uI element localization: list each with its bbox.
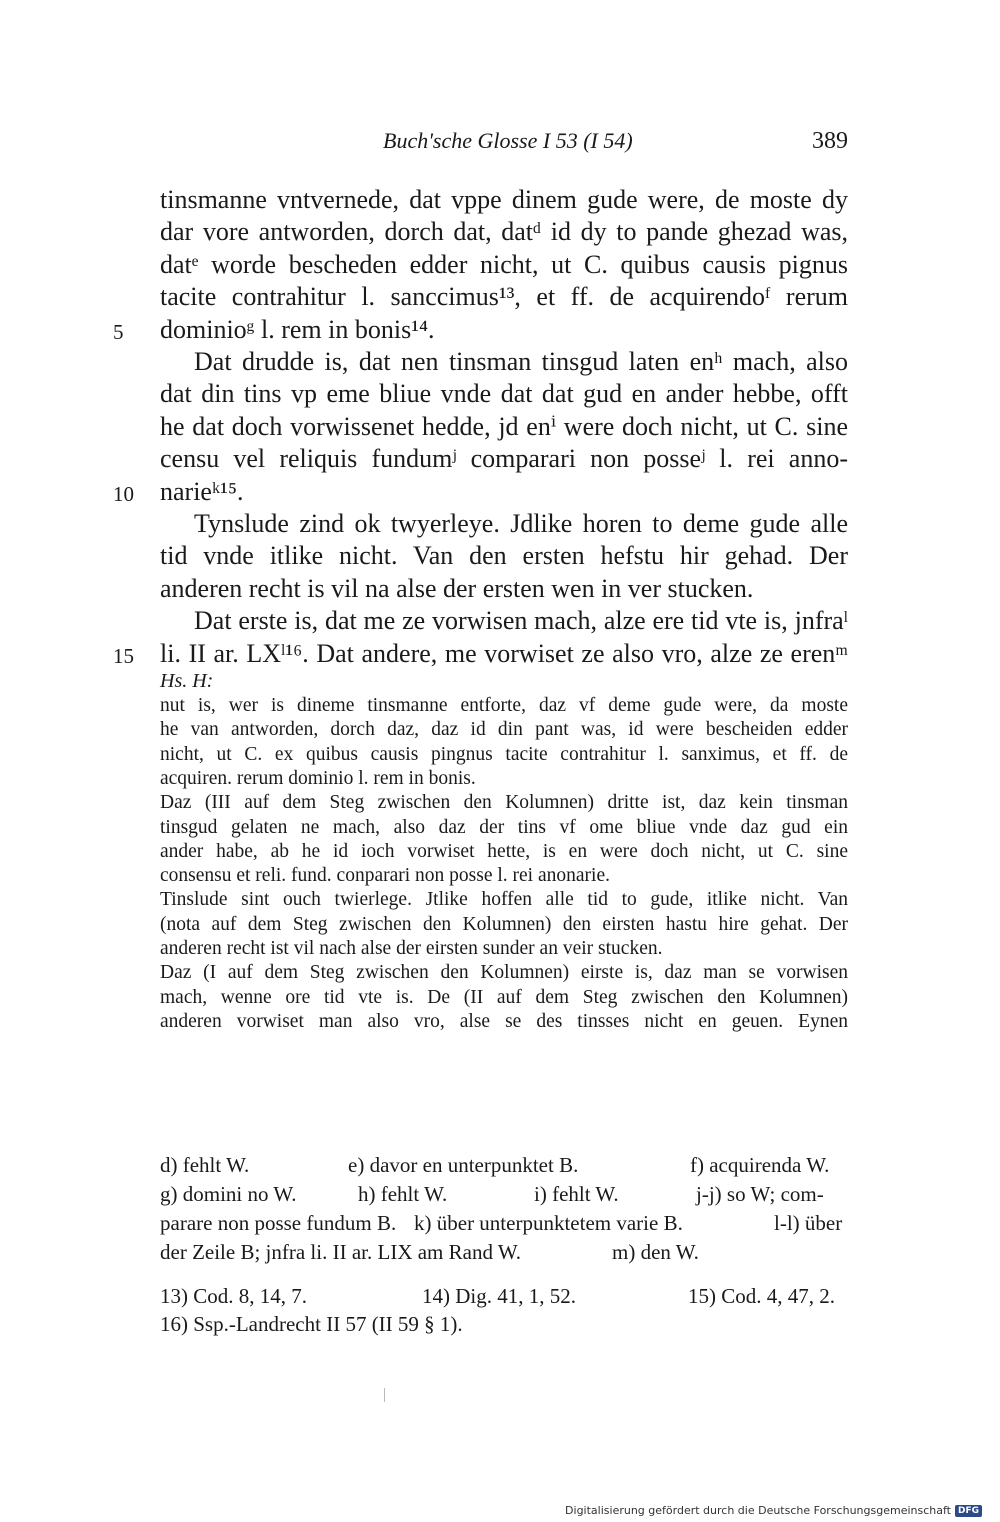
variant-line: he van antworden, dorch daz, daz id din pant was, id were bescheiden edder xyxy=(160,719,848,741)
source-note-line xyxy=(160,1283,848,1309)
apparatus-entry: i) fehlt W. xyxy=(534,1182,619,1206)
apparatus-entry: parare non posse fundum B. xyxy=(160,1211,397,1235)
running-title: Buch'sche Glosse I 53 (I 54) xyxy=(383,128,633,153)
text-line: tacite contrahitur l. sanccimus¹³, et ff. de acquirendoᶠ rerum xyxy=(160,282,848,312)
variant-line: consensu et reli. fund. conparari non posse l. rei anonarie. xyxy=(160,865,610,887)
apparatus-line xyxy=(160,1210,848,1236)
variant-line: anderen vorwiset man also vro, alse se des tinsses nicht en geuen. Eynen xyxy=(160,1010,848,1032)
apparatus-line xyxy=(160,1152,848,1178)
apparatus-entry: d) fehlt W. xyxy=(160,1153,250,1177)
variant-line: mach, wenne ore tid vte is. De (II auf dem Steg zwischen den Kolumnen) xyxy=(160,986,848,1008)
variant-label: Hs. H: xyxy=(160,670,214,692)
apparatus-entry: e) davor en unterpunktet B. xyxy=(348,1153,579,1177)
apparatus-entry: g) domini no W. xyxy=(160,1182,297,1206)
text-line: Dat erste is, dat me ze vorwisen mach, alze ere tid vte is, jnfraˡ xyxy=(194,606,848,636)
variant-line: anderen recht ist vil nach alse der eirsten sunder an veir stucken. xyxy=(160,938,663,959)
footer-text: Digitalisierung gefördert durch die Deutsche Forschungsgemeinschaft xyxy=(565,1504,951,1517)
text-line: li. II ar. LXˡ¹⁶. Dat andere, me vorwiset ze also vro, alze ze erenᵐ xyxy=(160,638,848,668)
variant-line: acquiren. rerum dominio l. rem in bonis. xyxy=(160,767,476,789)
variant-line: Daz (III auf dem Steg zwischen den Kolumnen) dritte ist, daz kein tinsman xyxy=(160,792,848,814)
apparatus-line xyxy=(160,1239,848,1265)
line-number: 15 xyxy=(113,643,134,668)
variant-line: Daz (I auf dem Steg zwischen den Kolumnen) eirste is, daz man se vorwisen xyxy=(160,962,848,984)
apparatus-entry: m) den W. xyxy=(612,1240,699,1264)
variant-line: Tinslude sint ouch twierlege. Jtlike hoffen alle tid to gude, itlike nicht. Van xyxy=(160,889,848,911)
line-number: 5 xyxy=(113,319,124,344)
apparatus-line xyxy=(160,1181,848,1207)
variant-line: nicht, ut C. ex quibus causis pingnus tacite contrahitur l. sanximus, et ff. de xyxy=(160,743,848,765)
text-line: tinsmanne vntvernede, dat vppe dinem gude were, de moste dy xyxy=(160,185,848,214)
source-note-entry: 15) Cod. 4, 47, 2. xyxy=(688,1284,835,1308)
apparatus-entry: h) fehlt W. xyxy=(358,1182,448,1206)
apparatus-entry: der Zeile B; jnfra li. II ar. LIX am Rand W. xyxy=(160,1240,521,1264)
text-line: dat din tins vp eme bliue vnde dat dat gud en ander hebbe, offt xyxy=(160,379,848,409)
scan-mark xyxy=(384,1388,385,1402)
text-line: he dat doch vorwissenet hedde, jd enⁱ were doch nicht, ut C. sine xyxy=(160,411,848,441)
text-line: datᵉ worde bescheden edder nicht, ut C. quibus causis pignus xyxy=(160,249,848,279)
text-line: Dat drudde is, dat nen tinsman tinsgud laten enʰ mach, also xyxy=(194,347,848,376)
source-note-line xyxy=(160,1311,848,1337)
variant-line: nut is, wer is dineme tinsmanne entforte, daz vf deme gude were, da moste xyxy=(160,695,848,716)
text-line: censu vel reliquis fundumʲ comparari non posseʲ l. rei anno- xyxy=(160,444,848,474)
digitization-footer xyxy=(565,1504,982,1517)
text-line: tid vnde itlike nicht. Van den ersten hefstu hir gehad. Der xyxy=(160,541,848,571)
source-note-entry: 13) Cod. 8, 14, 7. xyxy=(160,1284,307,1308)
dfg-logo-icon: DFG xyxy=(955,1505,982,1517)
text-line: narieᵏ¹⁵. xyxy=(160,476,244,506)
variant-line: tinsgud gelaten ne mach, also daz der tins vf ome bliue vnde daz gud ein xyxy=(160,816,848,838)
text-line: Tynslude zind ok twyerleye. Jdlike horen to deme gude alle xyxy=(194,509,848,538)
apparatus-entry: j-j) so W; com- xyxy=(696,1182,824,1206)
apparatus-entry: k) über unterpunktetem varie B. xyxy=(414,1211,683,1235)
variant-line: (nota auf dem Steg zwischen den Kolumnen) den eirsten hastu hire gehat. Der xyxy=(160,913,848,935)
text-line: dar vore antworden, dorch dat, datᵈ id dy to pande ghezad was, xyxy=(160,217,848,247)
apparatus-entry: l-l) über xyxy=(774,1211,843,1235)
variant-line: ander habe, ab he id ioch vorwiset hette, is en were doch nicht, ut C. sine xyxy=(160,840,848,862)
text-line: dominioᵍ l. rem in bonis¹⁴. xyxy=(160,314,435,344)
apparatus-entry: f) acquirenda W. xyxy=(690,1153,830,1177)
line-number: 10 xyxy=(113,481,134,506)
text-line: anderen recht is vil na alse der ersten wen in ver stucken. xyxy=(160,573,754,603)
source-note-entry: 14) Dig. 41, 1, 52. xyxy=(422,1284,576,1308)
source-note-entry: 16) Ssp.-Landrecht II 57 (II 59 § 1). xyxy=(160,1312,463,1336)
page-number: 389 xyxy=(812,128,848,154)
